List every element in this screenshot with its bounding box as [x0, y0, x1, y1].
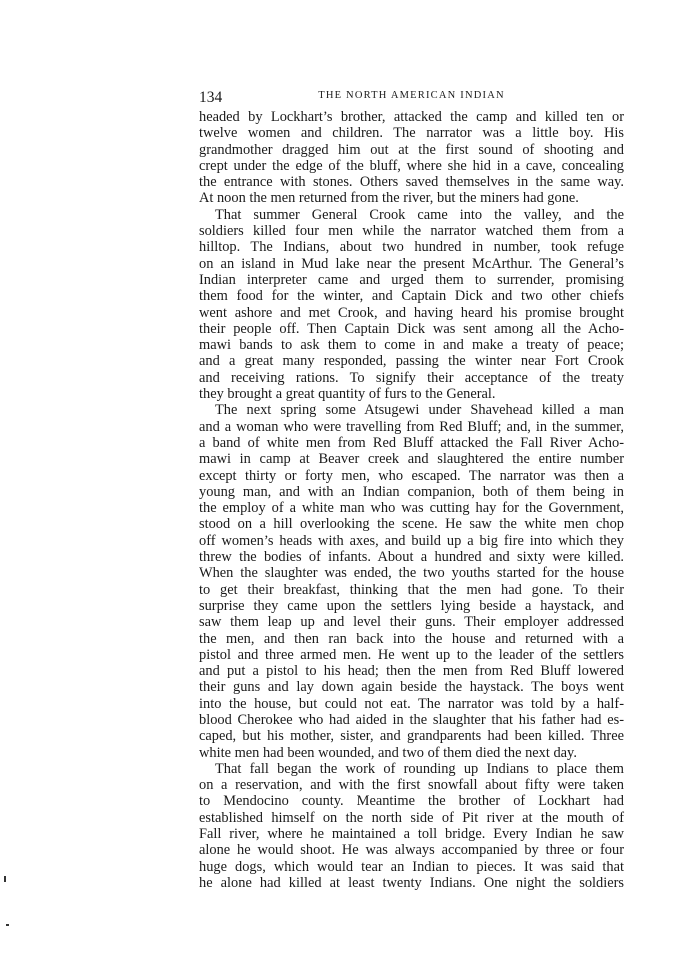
text-line: headed by Lockhart’s brother, attacked the camp and killed ten or [199, 109, 624, 125]
text-line: stood on a hill overlooking the scene. He saw the white men chop [199, 516, 624, 533]
text-line: huge dogs, which would tear an Indian to pieces. It was said that [199, 858, 624, 875]
text-line: crept under the edge of the bluff, where she hid in a cave, concealing [199, 157, 624, 174]
text-line: At noon the men returned from the river, but the miners had gone. [199, 190, 579, 207]
text-line: except thirty or forty men, who escaped. The narrator was then a [199, 467, 624, 484]
running-title: THE NORTH AMERICAN INDIAN [318, 90, 505, 101]
text-line: he alone had killed at least twenty Indians. One night the soldiers [199, 874, 624, 891]
margin-speck [4, 876, 6, 882]
margin-speck [6, 924, 9, 926]
text-line: a band of white men from Red Bluff attacked the Fall River Acho- [199, 434, 624, 451]
text-line: mawi in camp at Beaver creek and slaughtered the entire number [199, 451, 624, 468]
text-line: hilltop. The Indians, about two hundred in number, took refuge [199, 239, 624, 256]
text-line: pistol and three armed men. He went up to the leader of the settlers [199, 646, 624, 663]
text-line: established himself on the north side of Pit river at the mouth of [199, 809, 624, 826]
text-line: and receiving rations. To signify their acceptance of the treaty [199, 369, 624, 386]
text-line: to Mendocino county. Meantime the brother of Lockhart had [199, 793, 624, 810]
text-line: and a woman who were travelling from Red Bluff; and, in the summer, [199, 418, 624, 435]
text-line: When the slaughter was ended, the two youths started for the house [199, 565, 624, 582]
text-line: young man, and with an Indian companion, both of them being in [199, 483, 624, 500]
text-line: and put a pistol to his head; then the men from Red Bluff lowered [199, 663, 624, 680]
text-line: surprise they came upon the settlers lying beside a haystack, and [199, 597, 624, 614]
text-line: to get their breakfast, thinking that the men had gone. To their [199, 581, 624, 598]
text-line: blood Cherokee who had aided in the slaughter that his father had es- [199, 711, 624, 728]
text-line: The next spring some Atsugewi under Shavehead killed a man [215, 402, 624, 419]
text-line: the employ of a white man who was cutting hay for the Government, [199, 500, 624, 517]
text-line: white men had been wounded, and two of them died the next day. [199, 744, 577, 761]
text-line: saw them leap up and level their guns. Their employer addressed [199, 614, 624, 631]
text-line: went ashore and met Crook, and having heard his promise brought [199, 304, 624, 321]
text-line: their guns and lay down again beside the haystack. The boys went [199, 679, 624, 696]
text-line: That fall began the work of rounding up Indians to place them [215, 760, 624, 777]
text-line: their people off. Then Captain Dick was sent among all the Acho- [199, 320, 624, 337]
text-line: grandmother dragged him out at the first sound of shooting and [199, 141, 624, 158]
text-line: and a great many responded, passing the winter near Fort Crook [199, 353, 624, 370]
text-line: Indian interpreter came and urged them to surrender, promising [199, 271, 624, 288]
text-line: soldiers killed four men while the narrator watched them from a [199, 223, 624, 240]
text-line: mawi bands to ask them to come in and make a treaty of peace; [199, 337, 624, 354]
page-header [199, 89, 624, 109]
body-text [199, 109, 624, 891]
text-line: on an island in Mud lake near the present McArthur. The General’s [199, 255, 624, 272]
text-line: threw the bodies of infants. About a hundred and sixty were killed. [199, 549, 624, 566]
text-line: caped, but his mother, sister, and grandparents had been killed. Three [199, 728, 624, 745]
text-line: That summer General Crook came into the valley, and the [215, 206, 624, 223]
page-number: 134 [199, 89, 223, 106]
text-line: the entrance with stones. Others saved themselves in the same way. [199, 174, 624, 191]
text-line: alone he would shoot. He was always accompanied by three or four [199, 842, 624, 859]
text-line: twelve women and children. The narrator was a little boy. His [199, 125, 624, 142]
text-line: they brought a great quantity of furs to the General. [199, 386, 496, 403]
text-line: on a reservation, and with the first snowfall about fifty were taken [199, 777, 624, 794]
text-line: Fall river, where he maintained a toll bridge. Every Indian he saw [199, 826, 624, 843]
text-line: into the house, but could not eat. The narrator was told by a half- [199, 695, 624, 712]
text-line: the men, and then ran back into the house and returned with a [199, 630, 624, 647]
text-line: off women’s heads with axes, and build up a big fire into which they [199, 532, 624, 549]
text-line: them food for the winter, and Captain Dick and two other chiefs [199, 288, 624, 305]
